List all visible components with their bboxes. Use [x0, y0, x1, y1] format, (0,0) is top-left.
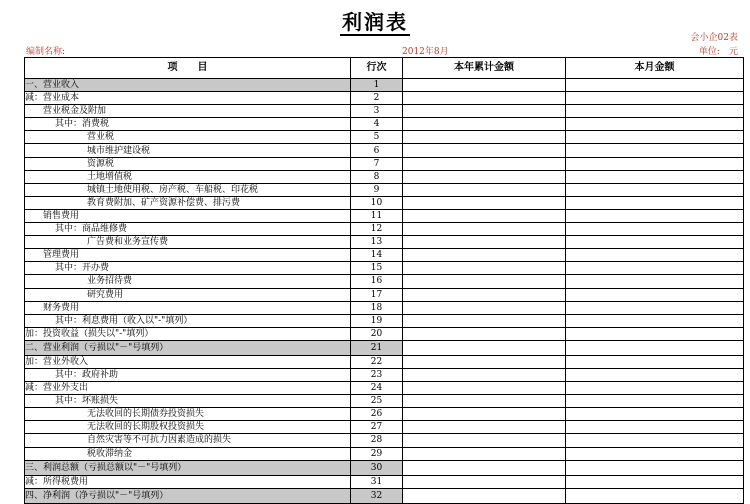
row-ytd-amount-cell[interactable] [403, 92, 566, 105]
row-month-amount-cell[interactable] [566, 475, 744, 488]
row-month-amount-cell[interactable] [566, 223, 744, 236]
row-ytd-amount-cell[interactable] [403, 368, 566, 381]
table-row [25, 408, 744, 421]
table-row [25, 249, 744, 262]
row-item-label: 自然灾害等不可抗力因素造成的损失 [25, 434, 351, 447]
row-ytd-amount-cell[interactable] [403, 157, 566, 170]
row-line-number: 28 [351, 434, 403, 447]
row-item-label: 城市维护建设税 [25, 144, 351, 157]
row-item-label: 其中：利息费用（收入以"-"填列） [25, 314, 351, 327]
row-line-number: 2 [351, 92, 403, 105]
row-line-number: 9 [351, 183, 403, 196]
table-row [25, 92, 744, 105]
row-item-label: 教育费附加、矿产资源补偿费、排污费 [25, 196, 351, 209]
table-row [25, 275, 744, 288]
row-item-label: 减：营业外支出 [25, 382, 351, 395]
row-month-amount-cell[interactable] [566, 209, 744, 222]
table-row [25, 118, 744, 131]
table-row [25, 382, 744, 395]
table-row [25, 301, 744, 314]
row-ytd-amount-cell[interactable] [403, 196, 566, 209]
row-item-label: 营业税 [25, 131, 351, 144]
header-item: 项 目 [25, 58, 351, 79]
header-month-amount: 本月金额 [566, 58, 744, 79]
row-item-label: 四、净利润（净亏损以"－"号填列） [25, 488, 351, 503]
row-item-label: 无法收回的长期股权投资损失 [25, 421, 351, 434]
row-item-label: 减：营业成本 [25, 92, 351, 105]
table-row [25, 368, 744, 381]
table-row [25, 131, 744, 144]
period-label: 2012年8月 [402, 47, 449, 57]
row-item-label: 无法收回的长期债券投资损失 [25, 408, 351, 421]
row-month-amount-cell[interactable] [566, 355, 744, 368]
header-ytd-amount: 本年累计金额 [403, 58, 566, 79]
table-row [25, 79, 744, 92]
row-line-number: 31 [351, 475, 403, 488]
row-ytd-amount-cell[interactable] [403, 236, 566, 249]
row-ytd-amount-cell[interactable] [403, 355, 566, 368]
row-line-number: 32 [351, 488, 403, 503]
table-row [25, 236, 744, 249]
table-row [25, 196, 744, 209]
row-month-amount-cell[interactable] [566, 382, 744, 395]
table-row [25, 434, 744, 447]
row-ytd-amount-cell[interactable] [403, 314, 566, 327]
row-ytd-amount-cell[interactable] [403, 447, 566, 460]
row-ytd-amount-cell[interactable] [403, 488, 566, 503]
row-month-amount-cell[interactable] [566, 105, 744, 118]
row-ytd-amount-cell[interactable] [403, 421, 566, 434]
table-row [25, 144, 744, 157]
row-month-amount-cell[interactable] [566, 301, 744, 314]
table-row [25, 421, 744, 434]
table-row [25, 340, 744, 355]
row-line-number: 26 [351, 408, 403, 421]
row-line-number: 1 [351, 79, 403, 92]
row-item-label: 财务费用 [25, 301, 351, 314]
table-row [25, 475, 744, 488]
row-line-number: 30 [351, 460, 403, 475]
row-ytd-amount-cell[interactable] [403, 170, 566, 183]
unit-label [699, 44, 738, 57]
table-row [25, 183, 744, 196]
row-month-amount-cell[interactable] [566, 262, 744, 275]
table-row [25, 262, 744, 275]
unit-value: 元 [728, 47, 738, 57]
row-ytd-amount-cell[interactable] [403, 275, 566, 288]
table-row [25, 105, 744, 118]
income-statement-table [24, 57, 744, 504]
row-line-number: 14 [351, 249, 403, 262]
table-row [25, 314, 744, 327]
company-label: 编制名称: [26, 47, 66, 57]
row-ytd-amount-cell[interactable] [403, 288, 566, 301]
row-line-number: 24 [351, 382, 403, 395]
table-body [25, 79, 744, 504]
row-month-amount-cell[interactable] [566, 408, 744, 421]
row-line-number: 20 [351, 327, 403, 340]
row-item-label: 营业税金及附加 [25, 105, 351, 118]
row-line-number: 22 [351, 355, 403, 368]
row-month-amount-cell[interactable] [566, 434, 744, 447]
row-month-amount-cell[interactable] [566, 460, 744, 475]
report-title [0, 6, 750, 35]
row-line-number: 5 [351, 131, 403, 144]
table-row [25, 223, 744, 236]
table-row [25, 395, 744, 408]
row-item-label: 销售费用 [25, 209, 351, 222]
row-item-label: 三、利润总额（亏损总额以"－"号填列） [25, 460, 351, 475]
table-row [25, 209, 744, 222]
row-month-amount-cell[interactable] [566, 249, 744, 262]
row-line-number: 29 [351, 447, 403, 460]
row-item-label: 其中：政府补助 [25, 368, 351, 381]
row-ytd-amount-cell[interactable] [403, 131, 566, 144]
row-item-label: 资源税 [25, 157, 351, 170]
row-ytd-amount-cell[interactable] [403, 395, 566, 408]
row-ytd-amount-cell[interactable] [403, 183, 566, 196]
row-ytd-amount-cell[interactable] [403, 223, 566, 236]
row-ytd-amount-cell[interactable] [403, 79, 566, 92]
row-item-label: 加：营业外收入 [25, 355, 351, 368]
row-month-amount-cell[interactable] [566, 314, 744, 327]
row-month-amount-cell[interactable] [566, 340, 744, 355]
row-month-amount-cell[interactable] [566, 368, 744, 381]
row-ytd-amount-cell[interactable] [403, 262, 566, 275]
row-line-number: 27 [351, 421, 403, 434]
row-item-label: 其中：商品维修费 [25, 223, 351, 236]
row-line-number: 12 [351, 223, 403, 236]
row-line-number: 8 [351, 170, 403, 183]
row-line-number: 10 [351, 196, 403, 209]
row-ytd-amount-cell[interactable] [403, 144, 566, 157]
row-month-amount-cell[interactable] [566, 131, 744, 144]
row-item-label: 业务招待费 [25, 275, 351, 288]
row-ytd-amount-cell[interactable] [403, 408, 566, 421]
row-line-number: 25 [351, 395, 403, 408]
row-line-number: 23 [351, 368, 403, 381]
row-item-label: 城镇土地使用税、房产税、车船税、印花税 [25, 183, 351, 196]
form-code: 会小企02表 [690, 33, 738, 43]
table-row [25, 327, 744, 340]
header-line: 行次 [351, 58, 403, 79]
row-item-label: 一、营业收入 [25, 79, 351, 92]
row-item-label: 管理费用 [25, 249, 351, 262]
row-month-amount-cell[interactable] [566, 395, 744, 408]
row-month-amount-cell[interactable] [566, 183, 744, 196]
row-line-number: 3 [351, 105, 403, 118]
row-item-label: 二、营业利润（亏损以"－"号填列） [25, 340, 351, 355]
row-month-amount-cell[interactable] [566, 421, 744, 434]
row-item-label: 加：投资收益（损失以"-"填列） [25, 327, 351, 340]
row-ytd-amount-cell[interactable] [403, 327, 566, 340]
row-month-amount-cell[interactable] [566, 196, 744, 209]
row-ytd-amount-cell[interactable] [403, 301, 566, 314]
row-line-number: 6 [351, 144, 403, 157]
row-line-number: 17 [351, 288, 403, 301]
row-month-amount-cell[interactable] [566, 236, 744, 249]
row-ytd-amount-cell[interactable] [403, 118, 566, 131]
row-month-amount-cell[interactable] [566, 157, 744, 170]
report-title-text: 利润表 [342, 10, 408, 34]
row-item-label: 土地增值税 [25, 170, 351, 183]
row-month-amount-cell[interactable] [566, 92, 744, 105]
row-item-label: 其中：坏账损失 [25, 395, 351, 408]
row-ytd-amount-cell[interactable] [403, 105, 566, 118]
row-ytd-amount-cell[interactable] [403, 434, 566, 447]
row-item-label: 其中：开办费 [25, 262, 351, 275]
table-row [25, 488, 744, 503]
row-ytd-amount-cell[interactable] [403, 209, 566, 222]
row-month-amount-cell[interactable] [566, 327, 744, 340]
row-month-amount-cell[interactable] [566, 288, 744, 301]
row-line-number: 19 [351, 314, 403, 327]
row-item-label: 减：所得税费用 [25, 475, 351, 488]
table-row [25, 355, 744, 368]
row-ytd-amount-cell[interactable] [403, 475, 566, 488]
row-line-number: 7 [351, 157, 403, 170]
table-row [25, 447, 744, 460]
row-month-amount-cell[interactable] [566, 275, 744, 288]
row-item-label: 其中：消费税 [25, 118, 351, 131]
table-row [25, 170, 744, 183]
row-line-number: 21 [351, 340, 403, 355]
row-ytd-amount-cell[interactable] [403, 460, 566, 475]
row-line-number: 18 [351, 301, 403, 314]
row-line-number: 11 [351, 209, 403, 222]
row-line-number: 16 [351, 275, 403, 288]
row-month-amount-cell[interactable] [566, 488, 744, 503]
row-month-amount-cell[interactable] [566, 170, 744, 183]
row-ytd-amount-cell[interactable] [403, 249, 566, 262]
table-header-row [25, 58, 744, 79]
row-month-amount-cell[interactable] [566, 118, 744, 131]
row-ytd-amount-cell[interactable] [403, 382, 566, 395]
row-line-number: 13 [351, 236, 403, 249]
unit-label-text: 单位: [698, 47, 720, 57]
row-line-number: 4 [351, 118, 403, 131]
table-row [25, 157, 744, 170]
row-item-label: 研究费用 [25, 288, 351, 301]
row-month-amount-cell[interactable] [566, 447, 744, 460]
row-item-label: 广告费和业务宣传费 [25, 236, 351, 249]
row-item-label: 税收滞纳金 [25, 447, 351, 460]
table-row [25, 460, 744, 475]
row-month-amount-cell[interactable] [566, 79, 744, 92]
row-line-number: 15 [351, 262, 403, 275]
row-month-amount-cell[interactable] [566, 144, 744, 157]
row-ytd-amount-cell[interactable] [403, 340, 566, 355]
table-row [25, 288, 744, 301]
